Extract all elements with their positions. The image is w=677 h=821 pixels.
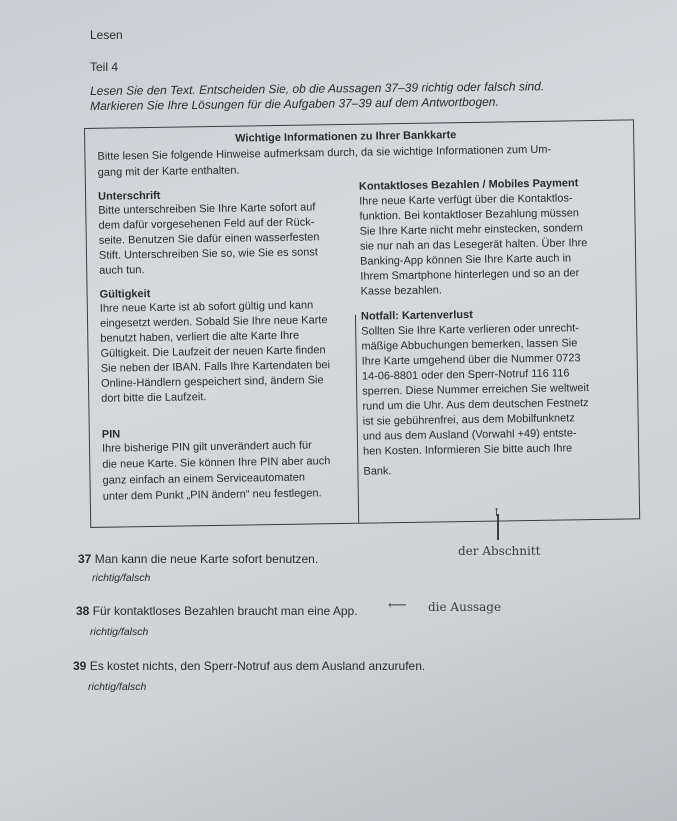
annotation-abschnitt: der Abschnitt bbox=[458, 544, 541, 558]
pin-line: unter dem Punkt „PIN ändern“ neu festlegen. bbox=[102, 487, 322, 503]
question-text: Für kontaktloses Bezahlen braucht man eine App. bbox=[92, 604, 358, 618]
box-title: Wichtige Informationen zu Ihrer Bankkarte bbox=[235, 129, 457, 145]
heading-notfall: Notfall: Kartenverlust bbox=[360, 308, 473, 323]
unterschrift-line: auch tun. bbox=[99, 264, 145, 277]
heading-kontaktlos: Kontaktloses Bezahlen / Mobiles Payment bbox=[358, 177, 579, 193]
kontaktlos-line: Ihrem Smartphone hinterlegen und so an der bbox=[360, 267, 580, 283]
question-38 bbox=[76, 604, 358, 618]
notfall-line: 14-06-8801 oder den Sperr-Notruf 116 116 bbox=[361, 367, 570, 383]
question-number: 38 bbox=[76, 604, 90, 618]
annotation-aussage: die Aussage bbox=[428, 600, 502, 614]
notfall-line: und aus dem Ausland (Vorwahl +49) entste- bbox=[362, 427, 577, 443]
question-text: Man kann die neue Karte sofort benutzen. bbox=[94, 552, 319, 566]
section-label: Lesen bbox=[90, 28, 123, 42]
unterschrift-line: Bitte unterschreiben Sie Ihre Karte sofort auf bbox=[98, 201, 316, 217]
question-number: 39 bbox=[73, 659, 87, 673]
notfall-line: Bank. bbox=[363, 465, 392, 478]
notfall-line: mäßige Abbuchungen bemerken, lassen Sie bbox=[361, 337, 578, 353]
question-number: 37 bbox=[78, 552, 92, 566]
question-text: Es kostet nichts, den Sperr-Notruf aus dem Ausland anzurufen. bbox=[89, 659, 426, 673]
notfall-line: sperren. Diese Nummer erreichen Sie weltweit bbox=[362, 382, 590, 398]
question-37 bbox=[78, 552, 318, 566]
notfall-line: Sollten Sie Ihre Karte verlieren oder unrecht- bbox=[361, 322, 579, 338]
notfall-line: rund um die Uhr. Aus dem deutschen Festnetz bbox=[362, 397, 589, 413]
heading-pin: PIN bbox=[101, 428, 121, 441]
gueltigkeit-line: Online-Händlern gespeichert sind, ändern Sie bbox=[100, 374, 324, 390]
unterschrift-line: Stift. Unterschreiben Sie so, wie Sie es sonst bbox=[98, 246, 318, 262]
heading-gueltigkeit: Gültigkeit bbox=[99, 287, 151, 301]
question-39-options: richtig/falsch bbox=[88, 681, 147, 693]
pin-line: Ihre bisherige PIN gilt unverändert auch für bbox=[101, 439, 312, 455]
column-divider bbox=[355, 315, 359, 523]
gueltigkeit-line: Sie neben der IBAN. Falls Ihre Kartendaten bei bbox=[100, 359, 331, 375]
kontaktlos-line: Sie Ihre Karte nicht mehr einstecken, sondern bbox=[359, 222, 583, 238]
notfall-line: Ihre Karte umgehend über die Nummer 0723 bbox=[361, 352, 581, 368]
intro-line-2: gang mit der Karte enthalten. bbox=[97, 164, 240, 179]
question-38-options: richtig/falsch bbox=[90, 626, 149, 638]
aussage-arrow: ⟵ bbox=[388, 598, 407, 613]
part-label: Teil 4 bbox=[90, 60, 119, 74]
question-37-options: richtig/falsch bbox=[92, 572, 151, 584]
intro-line-1: Bitte lesen Sie folgende Hinweise aufmerksam durch, da sie wichtige Informationen zum Um- bbox=[97, 143, 552, 163]
unterschrift-line: dem dafür vorgesehenen Feld auf der Rück- bbox=[98, 216, 315, 232]
gueltigkeit-line: benutzt haben, verliert die alte Karte Ihre bbox=[100, 329, 300, 345]
gueltigkeit-line: Gültigkeit. Die Laufzeit der neuen Karte finden bbox=[100, 344, 326, 360]
gueltigkeit-line: eingesetzt werden. Sobald Sie Ihre neue Karte bbox=[99, 314, 328, 330]
notfall-line: ist sie gebührenfrei, aus dem Mobilfunknetz bbox=[362, 412, 575, 428]
instruction-line-2: Markieren Sie Ihre Lösungen für die Aufgaben 37–39 auf dem Antwortbogen. bbox=[90, 94, 499, 113]
unterschrift-line: seite. Benutzen Sie dafür einen wasserfesten bbox=[98, 231, 320, 247]
gueltigkeit-line: Ihre neue Karte ist ab sofort gültig und kann bbox=[99, 299, 314, 315]
info-box bbox=[84, 119, 640, 528]
kontaktlos-line: Banking-App können Sie Ihre Karte auch in bbox=[360, 252, 572, 268]
kontaktlos-line: sie nur nah an das Lesegerät halten. Über Ihre bbox=[359, 237, 588, 253]
pin-line: die neue Karte. Sie können Ihre PIN aber auch bbox=[102, 455, 331, 471]
question-39 bbox=[73, 659, 425, 673]
heading-unterschrift: Unterschrift bbox=[97, 189, 161, 203]
gueltigkeit-line: dort bitte die Laufzeit. bbox=[101, 391, 207, 405]
kontaktlos-line: Kasse bezahlen. bbox=[360, 284, 443, 298]
instruction-line-1: Lesen Sie den Text. Entscheiden Sie, ob die Aussagen 37–39 richtig oder falsch sind. bbox=[90, 79, 545, 98]
notfall-line: hen Kosten. Informieren Sie bitte auch Ihre bbox=[363, 442, 573, 458]
kontaktlos-line: funktion. Bei kontaktloser Bezahlung müssen bbox=[359, 207, 580, 223]
kontaktlos-line: Ihre neue Karte verfügt über die Kontaktlos- bbox=[359, 192, 573, 208]
abschnitt-arrow-head: ↑ bbox=[492, 506, 502, 519]
pin-line: ganz einfach an einem Serviceautomaten bbox=[102, 471, 306, 487]
